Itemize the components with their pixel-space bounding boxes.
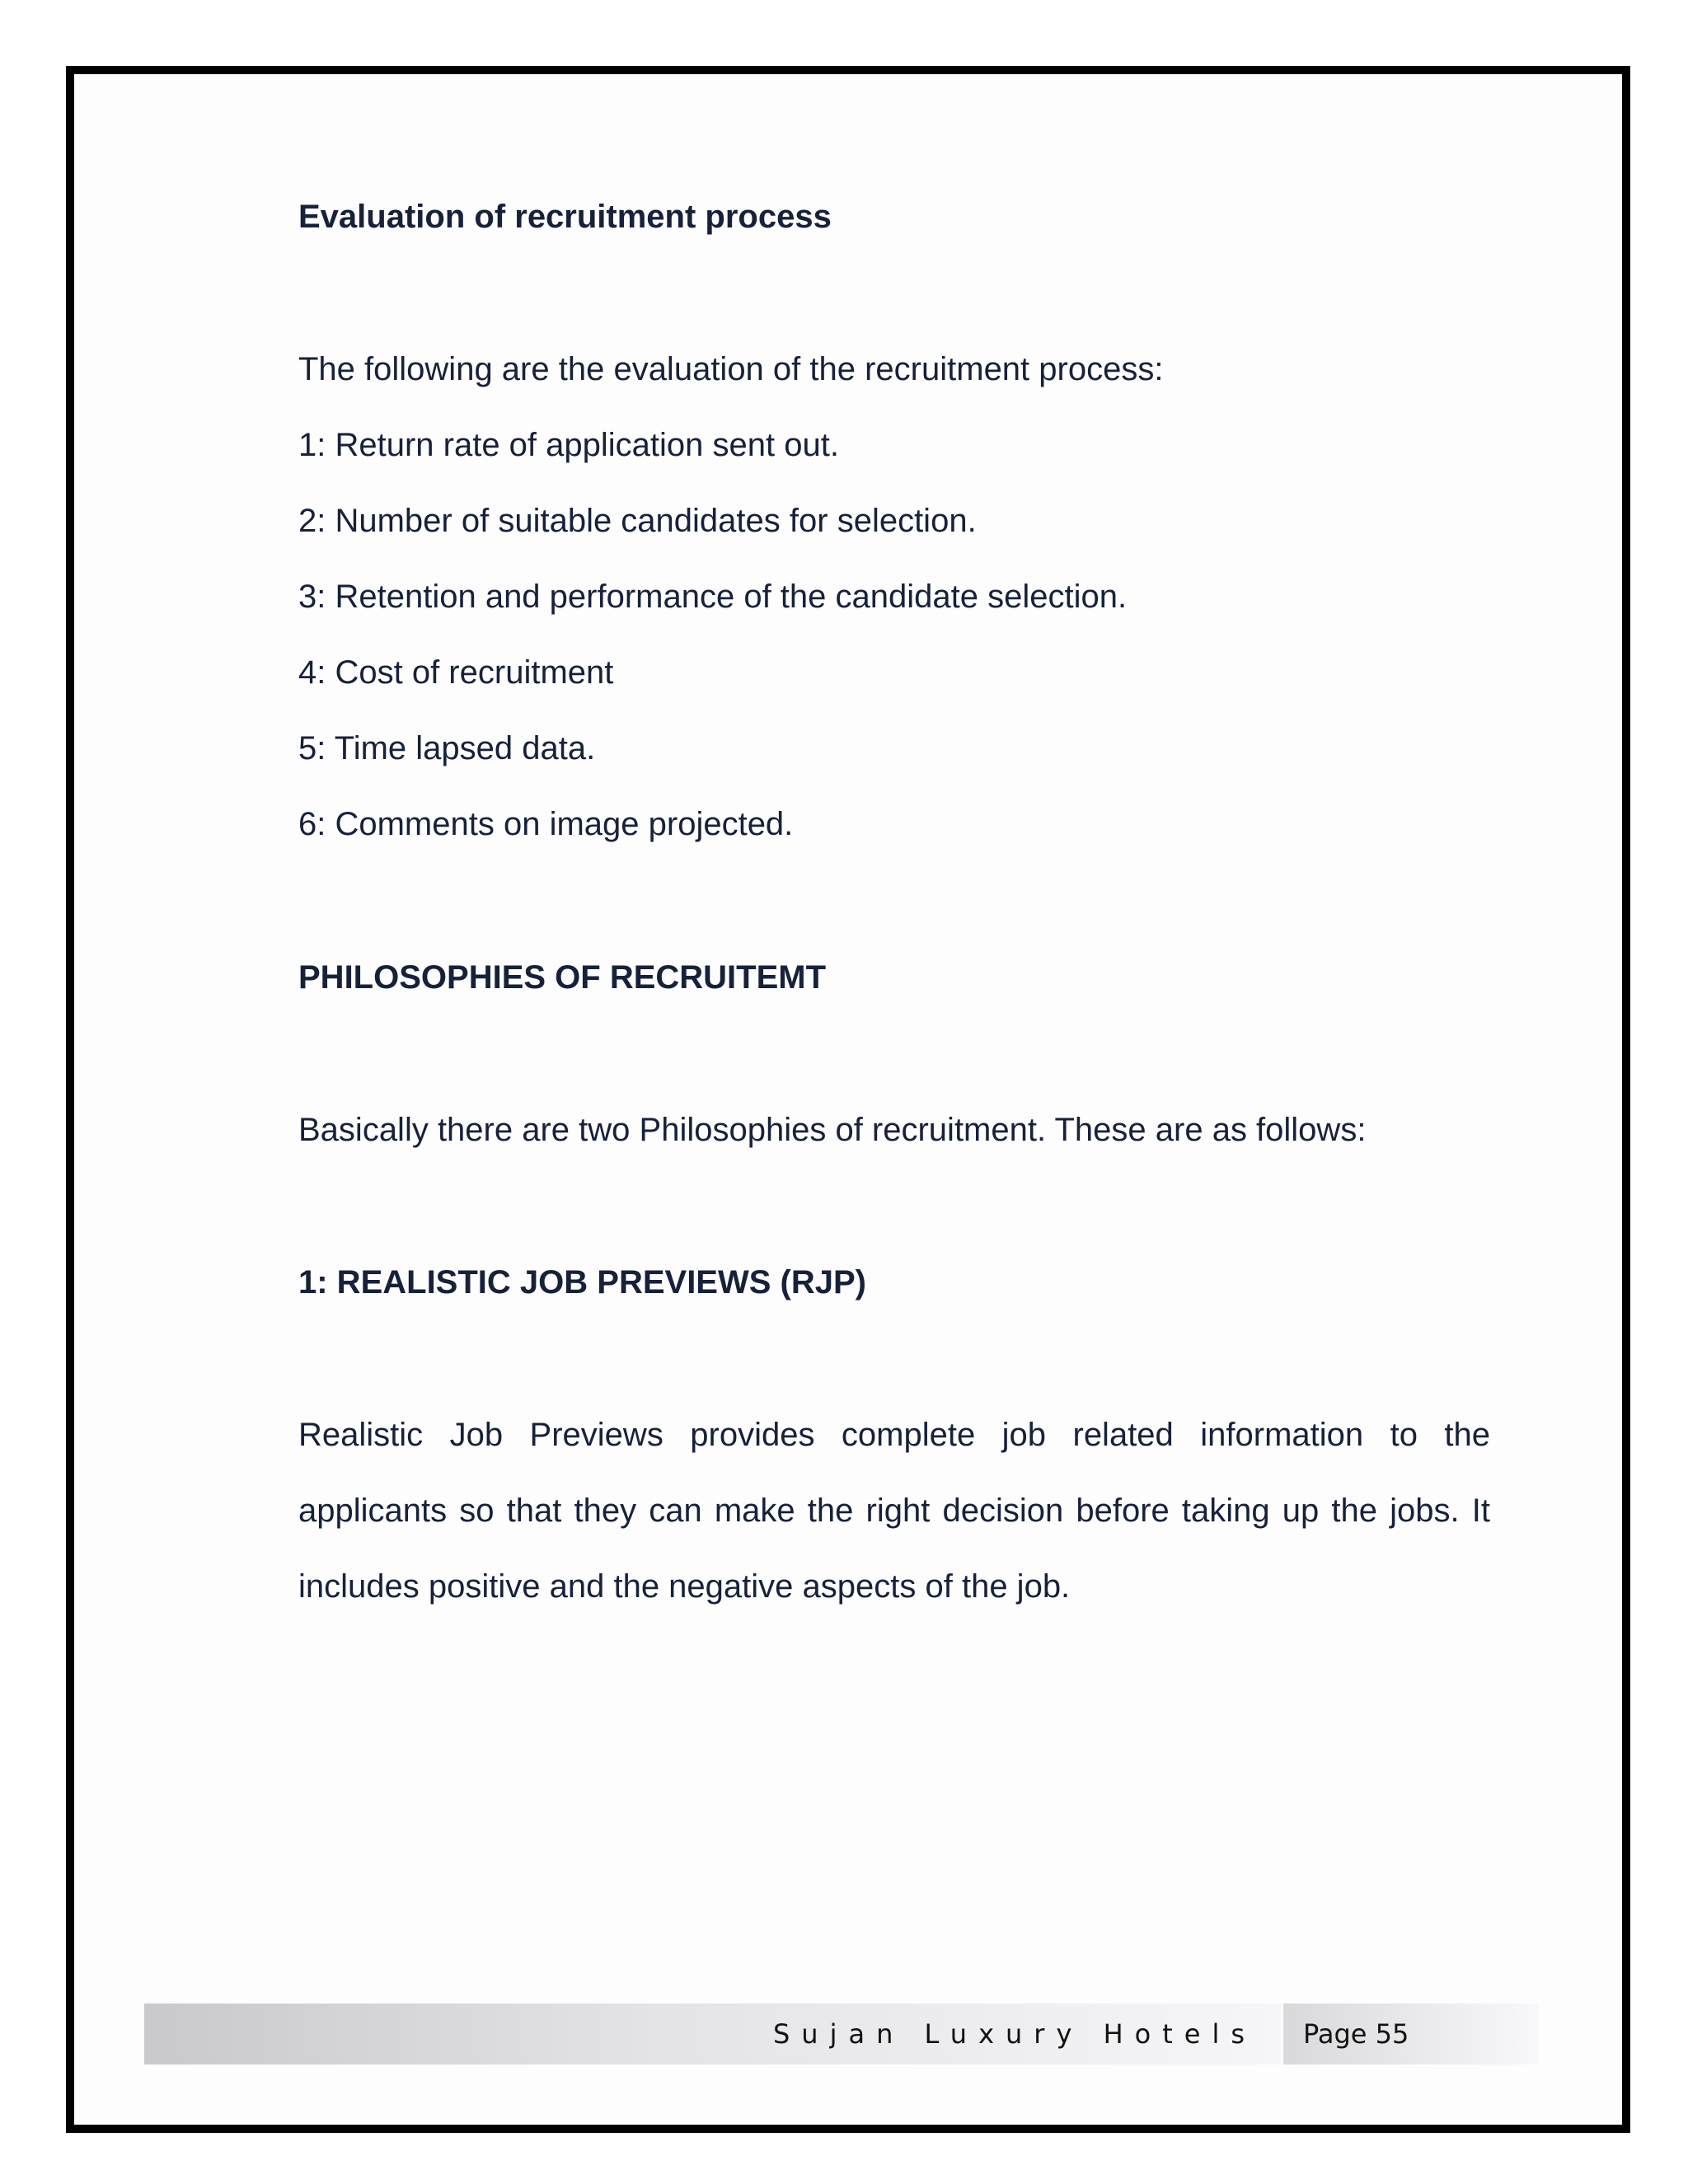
footer-company-name: Sujan Luxury Hotels: [772, 2018, 1256, 2050]
evaluation-item: 5: Time lapsed data.: [298, 730, 596, 766]
evaluation-item: 3: Retention and performance of the candidate selection.: [298, 579, 1128, 615]
evaluation-item: 4: Cost of recruitment: [298, 654, 614, 691]
section-heading-evaluation: Evaluation of recruitment process: [298, 199, 832, 235]
page-number: Page 55: [1303, 2018, 1409, 2050]
footer-page-box: [1283, 2004, 1538, 2064]
evaluation-item: 6: Comments on image projected.: [298, 806, 794, 842]
rjp-paragraph-line: Realistic Job Previews provides complete job related information to the: [298, 1417, 1490, 1453]
rjp-paragraph-line: applicants so that they can make the right decision before taking up the jobs. It: [298, 1493, 1490, 1529]
rjp-paragraph-line: includes positive and the negative aspects of the job.: [298, 1568, 1071, 1605]
section-heading-rjp: 1: REALISTIC JOB PREVIEWS (RJP): [298, 1264, 866, 1301]
section-heading-philosophies: PHILOSOPHIES OF RECRUITEMT: [298, 959, 827, 996]
philosophies-intro: Basically there are two Philosophies of recruitment. These are as follows:: [298, 1112, 1367, 1148]
evaluation-item: 2: Number of suitable candidates for selection.: [298, 503, 977, 539]
evaluation-intro: The following are the evaluation of the recruitment process:: [298, 351, 1164, 387]
footer-bar: [144, 2004, 1281, 2064]
evaluation-item: 1: Return rate of application sent out.: [298, 427, 839, 463]
